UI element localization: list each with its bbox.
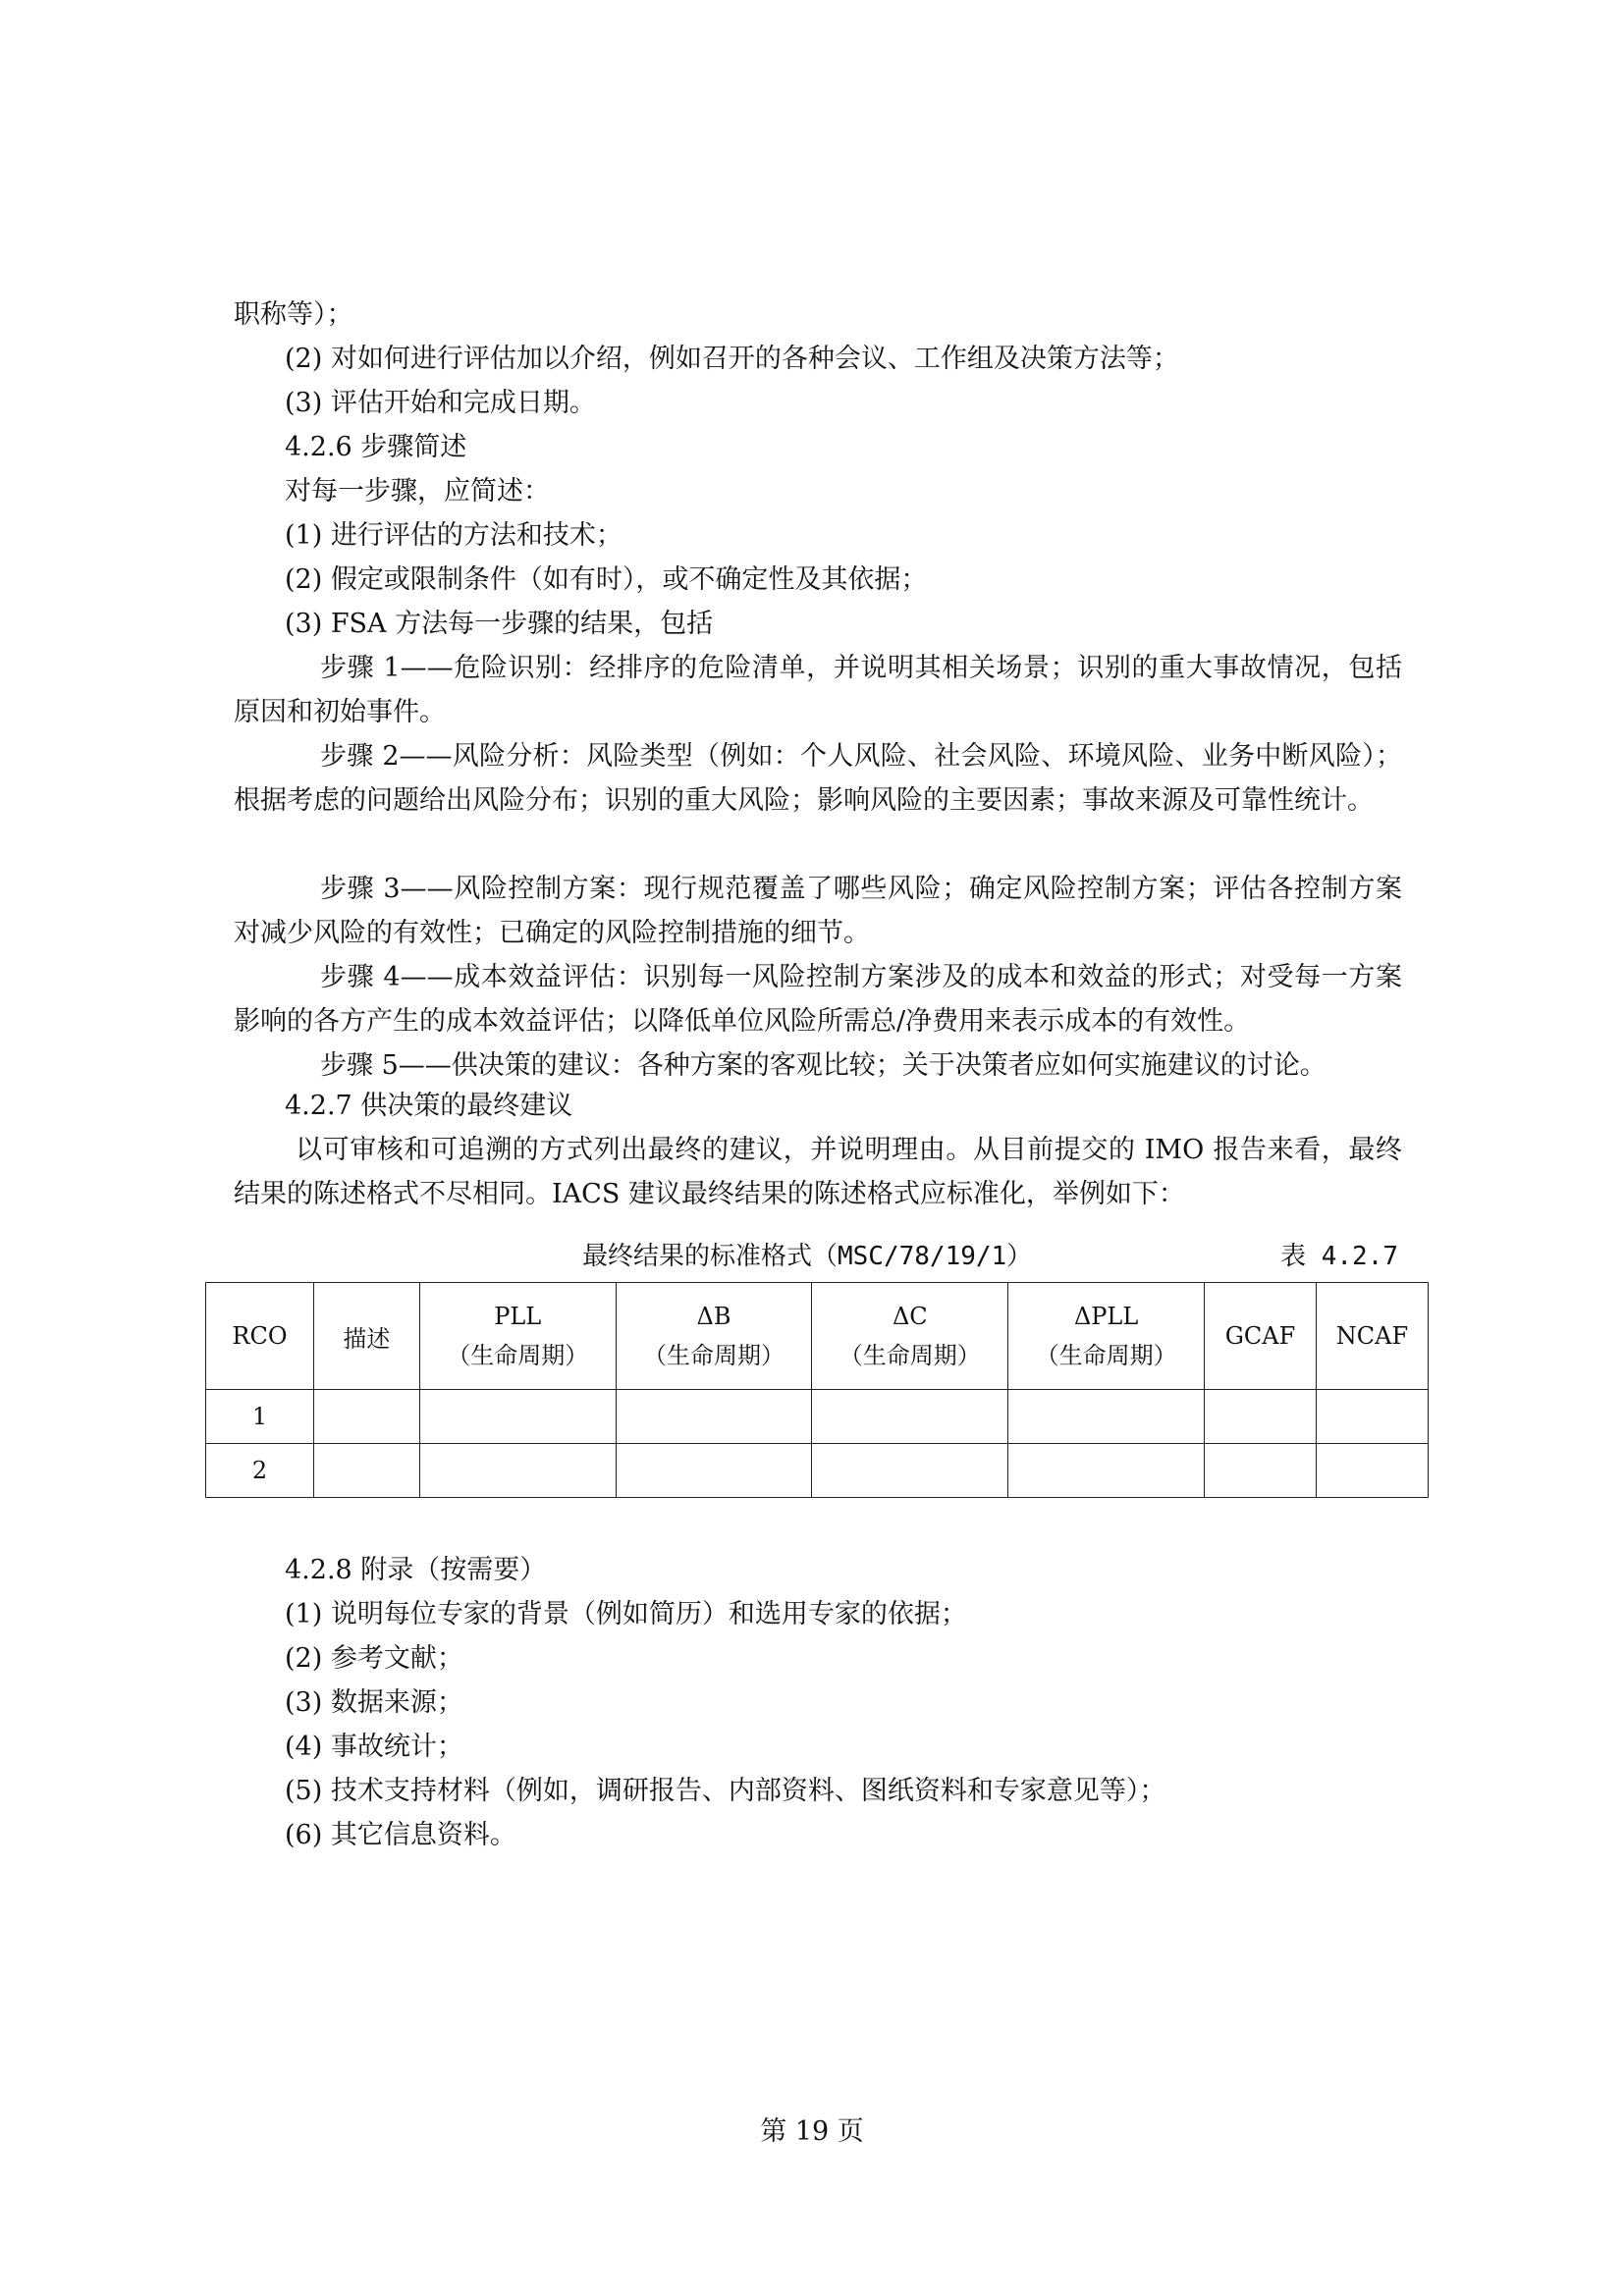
table-cell — [1205, 1444, 1317, 1498]
table-cell: 1 — [206, 1390, 314, 1444]
table-cell — [1316, 1444, 1428, 1498]
section-heading-4-2-8: 4.2.8 附录（按需要） — [285, 1555, 547, 1585]
header-cell: GCAF — [1205, 1283, 1317, 1390]
table-cell — [313, 1444, 419, 1498]
section-heading-4-2-6: 4.2.6 步骤简述 — [285, 432, 467, 462]
list-item: (1) 进行评估的方法和技术； — [285, 520, 623, 551]
list-item: (2) 假定或限制条件（如有时），或不确定性及其依据； — [285, 564, 928, 595]
step-4-paragraph: 步骤 4——成本效益评估：识别每一风险控制方案涉及的成本和效益的形式；对受每一方案影响的各方产生的成本效益评估；以降低单位风险所需总/净费用来表示成本的有效性。 — [234, 962, 1402, 1037]
header-cell: ΔB （生命周期） — [616, 1283, 812, 1390]
table-cell — [1205, 1390, 1317, 1444]
table-caption: 最终结果的标准格式（MSC/78/19/1） — [582, 1242, 1033, 1271]
list-item: (3) 数据来源； — [285, 1687, 463, 1718]
table-cell — [313, 1390, 419, 1444]
header-cell: NCAF — [1316, 1283, 1428, 1390]
list-item: (2) 参考文献； — [285, 1643, 463, 1674]
step-1-paragraph: 步骤 1——危险识别：经排序的危险清单，并说明其相关场景；识别的重大事故情况，包括原因和初始事件。 — [234, 653, 1402, 727]
section-4-2-7-paragraph: 以可审核和可追溯的方式列出最终的建议，并说明理由。从目前提交的 IMO 报告来看，最终结果的陈述格式不尽相同。IACS 建议最终结果的陈述格式应标准化，举例如下： — [234, 1135, 1402, 1209]
header-cell: RCO — [206, 1283, 314, 1390]
page-number: 第 19 页 — [760, 2116, 864, 2147]
text-line: 职称等）； — [234, 299, 353, 330]
table-cell — [1316, 1390, 1428, 1444]
header-cell: ΔPLL （生命周期） — [1008, 1283, 1205, 1390]
table-header-row — [206, 1283, 1429, 1390]
table-cell — [616, 1444, 812, 1498]
table-cell — [1008, 1390, 1205, 1444]
list-item: (1) 说明每位专家的背景（例如简历）和选用专家的依据； — [285, 1599, 967, 1629]
table-row — [206, 1444, 1429, 1498]
table-cell — [616, 1390, 812, 1444]
table-cell — [1008, 1444, 1205, 1498]
section-heading-4-2-7: 4.2.7 供决策的最终建议 — [285, 1091, 573, 1121]
table-cell — [419, 1444, 616, 1498]
table-cell — [419, 1390, 616, 1444]
table-cell — [812, 1444, 1008, 1498]
step-3-paragraph: 步骤 3——风险控制方案：现行规范覆盖了哪些风险；确定风险控制方案；评估各控制方案对减少风险的有效性；已确定的风险控制措施的细节。 — [234, 874, 1402, 948]
list-item: (2) 对如何进行评估加以介绍，例如召开的各种会议、工作组及决策方法等； — [285, 344, 1179, 374]
list-item: (5) 技术支持材料（例如，调研报告、内部资料、图纸资料和专家意见等）； — [285, 1776, 1166, 1806]
table-number: 表 4.2.7 — [1280, 1242, 1398, 1271]
table-row — [206, 1390, 1429, 1444]
list-item: (6) 其它信息资料。 — [285, 1820, 516, 1850]
step-5-paragraph: 步骤 5——供决策的建议：各种方案的客观比较；关于决策者应如何实施建议的讨论。 — [320, 1050, 1326, 1081]
text-line: 对每一步骤，应简述： — [285, 476, 550, 507]
table-cell — [812, 1390, 1008, 1444]
standard-format-table — [205, 1282, 1429, 1498]
list-item: (4) 事故统计； — [285, 1732, 463, 1762]
list-item: (3) 评估开始和完成日期。 — [285, 388, 596, 418]
header-cell: ΔC （生命周期） — [812, 1283, 1008, 1390]
table-cell: 2 — [206, 1444, 314, 1498]
header-cell: 描述 — [313, 1283, 419, 1390]
step-2-paragraph: 步骤 2——风险分析：风险类型（例如：个人风险、社会风险、环境风险、业务中断风险）；根据考虑的问题给出风险分布；识别的重大风险；影响风险的主要因素；事故来源及可靠性统计。 — [234, 741, 1402, 816]
header-cell: PLL （生命周期） — [419, 1283, 616, 1390]
list-item: (3) FSA 方法每一步骤的结果，包括 — [285, 609, 714, 639]
